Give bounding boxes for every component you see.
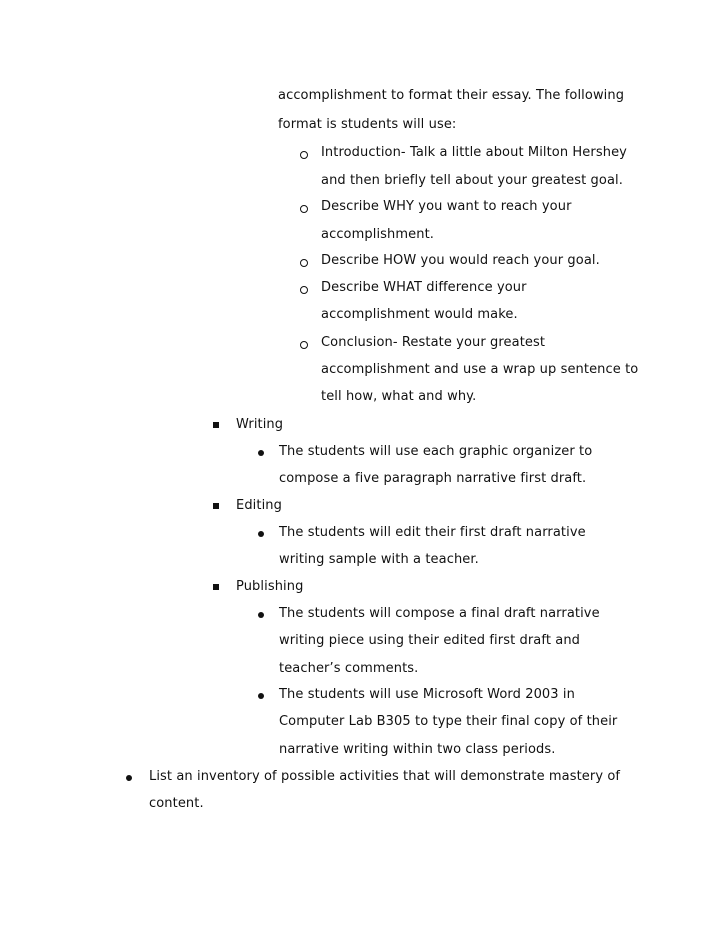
dot-bullet-icon [258, 450, 264, 456]
list-item-line: Describe WHAT difference your [321, 280, 527, 295]
list-item-line: accomplishment would make. [321, 307, 518, 322]
list-item-line: teacher’s comments. [279, 661, 419, 676]
list-item-line: accomplishment and use a wrap up sentence to [321, 362, 639, 377]
list-item-line: The students will edit their first draft narrative [279, 525, 586, 540]
section-heading: Publishing [236, 579, 304, 594]
list-item-line: The students will use each graphic organizer to [279, 444, 593, 459]
list-item-line: Computer Lab B305 to type their final copy of their [279, 714, 618, 729]
list-item-line: Describe WHY you want to reach your [321, 199, 572, 214]
circle-bullet-icon [300, 341, 308, 349]
list-item-line: writing piece using their edited first draft and [279, 633, 581, 648]
square-bullet-icon [213, 503, 219, 509]
circle-bullet-icon [300, 151, 308, 159]
circle-bullet-icon [300, 205, 308, 213]
circle-bullet-icon [300, 259, 308, 267]
paragraph-line: format is students will use: [278, 117, 457, 132]
dot-bullet-icon [126, 775, 132, 781]
list-item-line: The students will use Microsoft Word 2003 in [279, 687, 575, 702]
paragraph-line: accomplishment to format their essay. The following [278, 88, 625, 103]
list-item-line: and then briefly tell about your greatest goal. [321, 173, 623, 188]
square-bullet-icon [213, 584, 219, 590]
list-item-line: The students will compose a final draft narrative [279, 606, 600, 621]
list-item-line: Describe HOW you would reach your goal. [321, 253, 600, 268]
list-item-line: compose a five paragraph narrative first draft. [279, 471, 587, 486]
dot-bullet-icon [258, 612, 264, 618]
dot-bullet-icon [258, 531, 264, 537]
list-item-line: Introduction- Talk a little about Milton Hershey [321, 145, 627, 160]
section-heading: Editing [236, 498, 282, 513]
list-item-line: writing sample with a teacher. [279, 552, 479, 567]
list-item-line: narrative writing within two class periods. [279, 742, 556, 757]
circle-bullet-icon [300, 286, 308, 294]
dot-bullet-icon [258, 693, 264, 699]
section-heading: Writing [236, 417, 284, 432]
list-item-line: content. [149, 796, 204, 811]
list-item-line: accomplishment. [321, 227, 434, 242]
square-bullet-icon [213, 422, 219, 428]
list-item-line: List an inventory of possible activities that will demonstrate mastery of [149, 769, 621, 784]
list-item-line: Conclusion- Restate your greatest [321, 335, 546, 350]
list-item-line: tell how, what and why. [321, 389, 477, 404]
